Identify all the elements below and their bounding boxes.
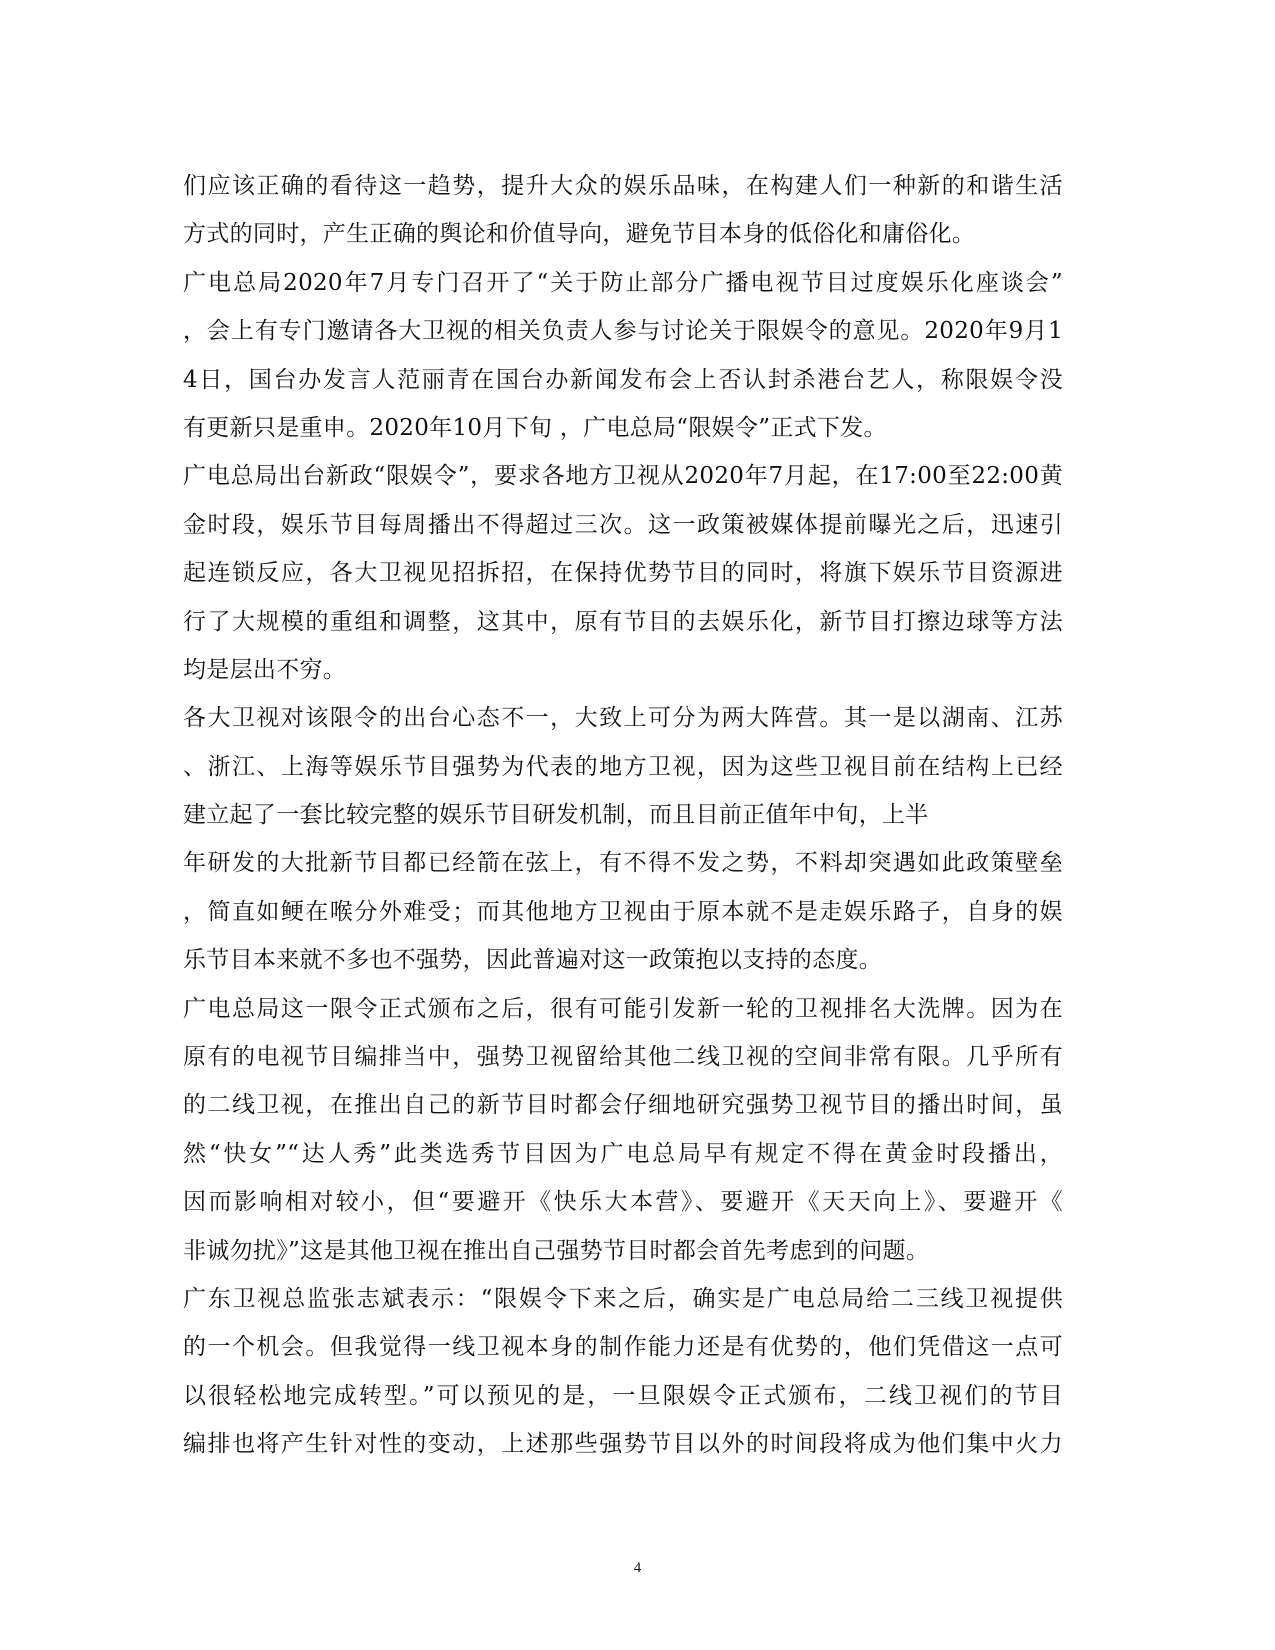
text-line: 因而影响相对较小，但“要避开《快乐大本营》、要避开《天天向上》、要避开《	[183, 1189, 1063, 1216]
text-line: 乐节目本来就不多也不强势，因此普遍对这一政策抱以支持的态度。	[183, 947, 882, 974]
text-line: ，简直如鲠在喉分外难受；而其他地方卫视由于原本就不是走娱乐路子，自身的娱	[183, 898, 1063, 925]
text-line: 4日，国台办发言人范丽青在国台办新闻发布会上否认封杀港台艺人，称限娱令没	[183, 366, 1063, 393]
text-line: 金时段，娱乐节目每周播出不得超过三次。这一政策被媒体提前曝光之后，迅速引	[183, 511, 1063, 538]
text-line: 原有的电视节目编排当中，强势卫视留给其他二线卫视的空间非常有限。几乎所有	[183, 1044, 1063, 1071]
text-line: 编排也将产生针对性的变动，上述那些强势节目以外的时间段将成为他们集中火力	[183, 1431, 1063, 1458]
text-line: 广电总局2020年7月专门召开了“关于防止部分广播电视节目过度娱乐化座谈会”	[183, 269, 1063, 296]
page-number: 4	[633, 1560, 642, 1576]
text-line: 以很轻松地完成转型。”可以预见的是，一旦限娱令正式颁布，二线卫视们的节目	[183, 1382, 1063, 1409]
text-line: 有更新只是重申。2020年10月下旬 ，广电总局“限娱令”正式下发。	[183, 414, 887, 441]
text-line: 的二线卫视，在推出自己的新节目时都会仔细地研究强势卫视节目的播出时间，虽	[183, 1092, 1063, 1119]
body-text	[183, 162, 1063, 1469]
text-line: 方式的同时，产生正确的舆论和价值导向，避免节目本身的低俗化和庸俗化。	[183, 221, 976, 248]
text-line: 广电总局出台新政“限娱令”，要求各地方卫视从2020年7月起，在17:00至22:00黄	[183, 463, 1063, 490]
text-line: 各大卫视对该限令的出台心态不一，大致上可分为两大阵营。其一是以湖南、江苏	[183, 705, 1063, 732]
text-line: 建立起了一套比较完整的娱乐节目研发机制，而且目前正值年中旬，上半	[183, 802, 929, 829]
text-line: 们应该正确的看待这一趋势，提升大众的娱乐品味，在构建人们一种新的和谐生活	[183, 173, 1063, 199]
text-line: 然“快女”“达人秀”此类选秀节目因为广电总局早有规定不得在黄金时段播出，	[183, 1140, 1063, 1167]
text-line: 行了大规模的重组和调整，这其中，原有节目的去娱乐化，新节目打擦边球等方法	[183, 608, 1063, 635]
text-line: 、浙江、上海等娱乐节目强势为代表的地方卫视，因为这些卫视目前在结构上已经	[183, 753, 1063, 780]
text-line: 非诚勿扰》”这是其他卫视在推出自己强势节目时都会首先考虑到的问题。	[183, 1237, 930, 1264]
text-line: 均是层出不穷。	[183, 656, 347, 683]
text-line: 广东卫视总监张志斌表示：“限娱令下来之后，确实是广电总局给二三线卫视提供	[183, 1285, 1063, 1312]
text-line: 起连锁反应，各大卫视见招拆招，在保持优势节目的同时，将旗下娱乐节目资源进	[183, 560, 1063, 587]
text-line: ，会上有专门邀请各大卫视的相关负责人参与讨论关于限娱令的意见。2020年9月1	[183, 318, 1063, 345]
text-line: 的一个机会。但我觉得一线卫视本身的制作能力还是有优势的，他们凭借这一点可	[183, 1334, 1063, 1361]
text-line: 年研发的大批新节目都已经箭在弦上，有不得不发之势，不料却突遇如此政策壁垒	[183, 850, 1063, 877]
text-line: 广电总局这一限令正式颁布之后，很有可能引发新一轮的卫视排名大洗牌。因为在	[183, 995, 1063, 1022]
